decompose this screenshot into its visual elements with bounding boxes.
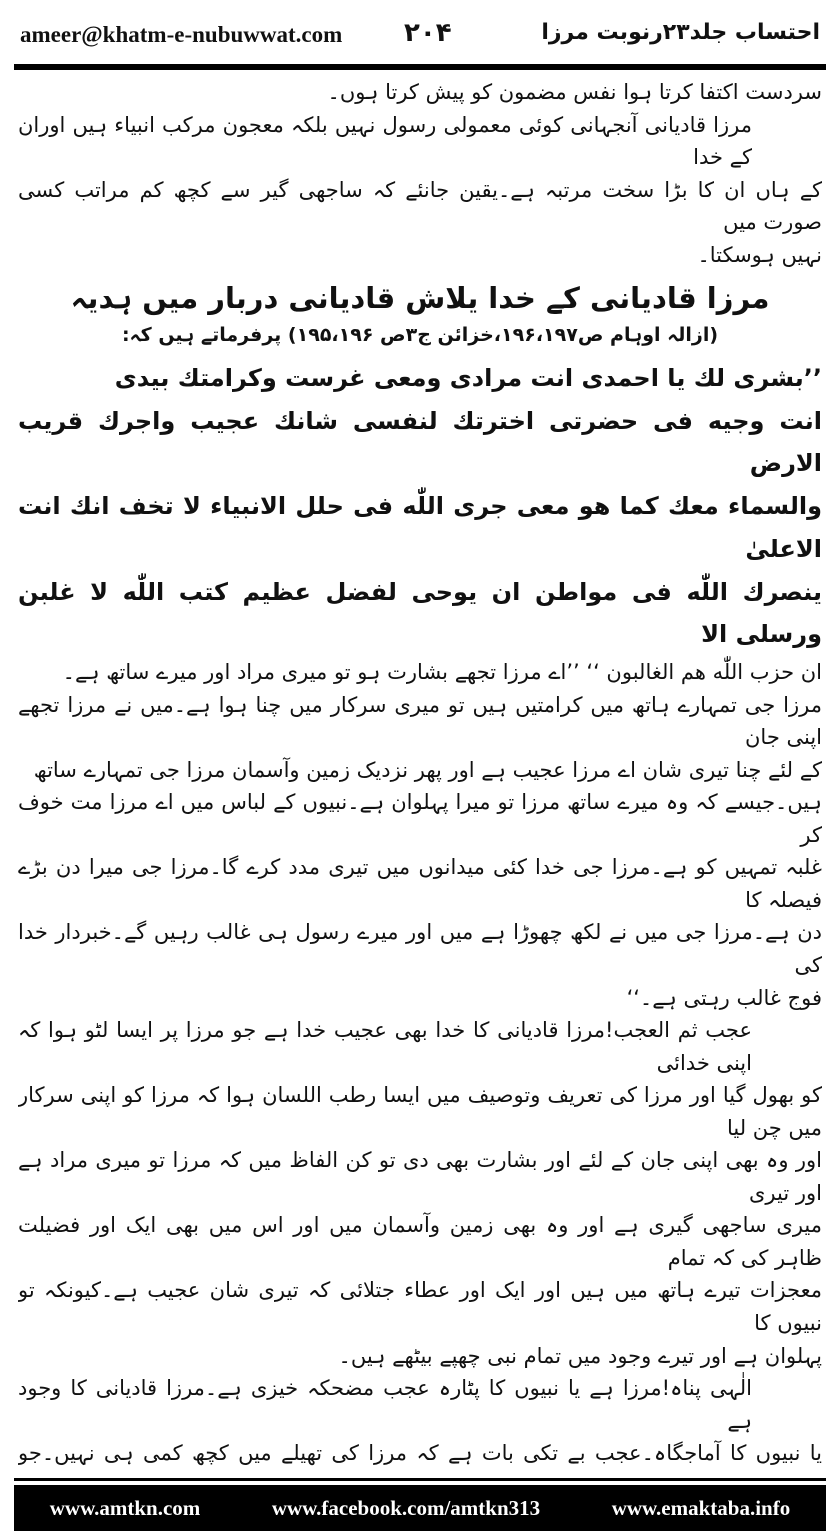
translation-line: دن ہے۔مرزا جی میں نے لکھ چھوڑا ہے میں اور میرے رسول ہی غالب رہیں گے۔خبردار خدا کی	[18, 920, 822, 977]
header-email[interactable]: ameer@khatm-e-nubuwwat.com	[20, 22, 343, 47]
page-number: ۲۰۴	[404, 18, 452, 48]
footer-bar	[14, 1485, 826, 1531]
body-line: عجب ثم العجب!مرزا قادیانی کا خدا بھی عجیب خدا ہے جو مرزا پر ایسا لٹو ہوا کہ اپنی خدائی	[18, 1018, 752, 1075]
translation-line: مرزا جی تمہارے ہاتھ میں کرامتیں ہیں تو میری سرکار میں چنا ہوا ہے۔میں نے مرزا تجھے اپنی جان	[18, 692, 822, 750]
body-line: کے ہاں ان کا بڑا سخت مرتبہ ہے۔یقین جانئے کہ ساجھی گیر سے کچھ کم مراتب کسی صورت میں	[18, 177, 822, 235]
body-line: سردست اکتفا کرتا ہوا نفس مضمون کو پیش کرتا ہوں۔	[327, 80, 822, 104]
footer-link-amtkn[interactable]: www.amtkn.com	[49, 1495, 201, 1520]
body-line: پہلوان ہے اور تیرے وجود میں تمام نبی چھپے بیٹھے ہیں۔	[338, 1343, 822, 1368]
body-line: معجزات تیرے ہاتھ میں ہیں اور ایک اور عطاء جتلائی کہ تیری شان عجیب ہے۔کیونکہ تو نبیوں کا	[18, 1278, 822, 1335]
arabic-quote-line: انت وجیه فی حضرتی اخترتك لنفسی شانك عجیب واجرك قریب الارض	[18, 406, 822, 478]
footer-rule	[14, 1478, 826, 1481]
translation-line: ان حزب اللّٰه هم الغالبون ‘‘ ’’اے مرزا تجھے بشارت ہو تو میری مراد اور میرے ساتھ ہے۔	[62, 660, 822, 685]
body-line: مرزا قادیانی آنجہانی کوئی معمولی رسول نہیں بلکہ معجون مرکب انبیاء ہیں اوران کے خدا	[18, 112, 752, 170]
footer-link-facebook[interactable]: www.facebook.com/amtkn313	[271, 1495, 541, 1520]
body-line: یا نبیوں کا آماجگاہ۔عجب بے تکی بات ہے کہ مرزا کی تھیلے میں کچھ کمی ہی نہیں۔جو	[18, 1441, 822, 1466]
body-line: کو بھول گیا اور مرزا کی تعریف وتوصیف میں ایسا رطب اللسان ہوا کہ مرزا کو اپنی سرکار میں چن لیا	[18, 1083, 822, 1140]
body-line: الٰہی پناہ!مرزا ہے یا نبیوں کا پٹارہ عجب مضحکہ خیزی ہے۔مرزا قادیانی کا وجود ہے	[18, 1376, 752, 1433]
section-heading: مرزا قادیانی کے خدا یلاش قادیانی دربار میں ہدیہ	[70, 281, 770, 316]
reference-line: (ازالہ اوہام ص۱۹۶،۱۹۷،خزائن ج۳ص ۱۹۵،۱۹۶) پرفرماتے ہیں کہ:	[121, 324, 719, 347]
footer-link-emaktaba[interactable]: www.emaktaba.info	[611, 1495, 791, 1520]
body-line: نہیں ہوسکتا۔	[697, 242, 822, 267]
running-head: احتساب جلد۲۳رنوبت مرزا	[541, 20, 820, 45]
page-header	[14, 14, 826, 60]
body-line: اور وہ بھی اپنی جان کے لئے اور بشارت بھی دی تو کن الفاظ میں کہ مرزا تو میری مراد ہے اور تیری	[18, 1148, 822, 1205]
translation-line: ہیں۔جیسے کہ وہ میرے ساتھ مرزا تو میرا پہلوان ہے۔نبیوں کے لباس میں اے مرزا مت خوف کر	[18, 790, 822, 847]
translation-line: فوج غالب رہتی ہے۔‘‘	[626, 985, 822, 1010]
arabic-quote-line: ’’بشری لك یا احمدی انت مرادی ومعی غرست وكرامتك بیدی	[114, 364, 822, 393]
arabic-quote-line: ینصرك اللّٰه فی مواطن ان یوحی لفضل عظیم كتب اللّٰه لا غلبن ورسلی الا	[18, 577, 822, 649]
page-body	[18, 76, 822, 1471]
arabic-quote-line: والسماء معك كما هو معی جری اللّٰه فی حلل الانبیاء لا تخف انك انت الاعلیٰ	[18, 492, 822, 563]
body-line: میری ساجھی گیری ہے اور وہ بھی زمین وآسمان میں اور اس میں بھی ایک اور فضیلت ظاہر کی کہ تمام	[18, 1213, 822, 1270]
translation-line: غلبہ تمہیں کو ہے۔مرزا جی خدا کئی میدانوں میں تیری مدد کرے گا۔مرزا جی میرا دن بڑے فیصلہ کا	[18, 855, 822, 912]
translation-line: کے لئے چنا تیری شان اے مرزا عجیب ہے اور پھر نزدیک زمین وآسمان مرزا جی تمہارے ساتھ	[33, 757, 822, 782]
header-rule	[14, 64, 826, 70]
